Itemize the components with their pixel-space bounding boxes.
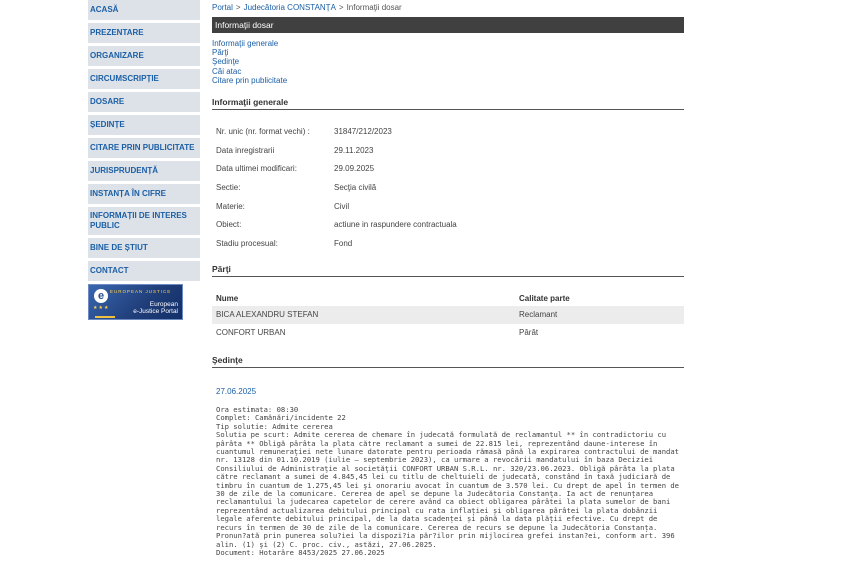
ejustice-brand-text (133, 301, 178, 315)
sedinta-date: 27.06.2025 (216, 387, 257, 396)
sedinta-document: Document: Hotarâre 8453/2025 27.06.2025 (216, 547, 385, 557)
party-role: Reclamant (519, 310, 558, 319)
anchor-citare-publicitate[interactable]: Citare prin publicitate (212, 75, 288, 85)
breadcrumb (212, 3, 402, 12)
breadcrumb-portal-link[interactable]: Portal (212, 3, 233, 12)
sidebar-item-bine-de-stiut[interactable]: BINE DE ȘTIUT (88, 238, 200, 258)
sedinta-tip-solutie: Tip solutie: Admite cererea (216, 421, 333, 431)
info-value: 31847/212/2023 (334, 127, 392, 136)
anchor-parti[interactable]: Părţi (212, 48, 229, 58)
section-title-informatii-generale: Informaţii generale (212, 97, 684, 110)
sidebar-item-citare[interactable]: CITARE PRIN PUBLICITATE (88, 138, 200, 158)
sidebar-item-informatii-interes-public[interactable]: INFORMAȚII DE INTERES PUBLIC (88, 207, 200, 235)
info-value: Fond (334, 239, 353, 248)
sidebar-item-dosare[interactable]: DOSARE (88, 92, 200, 112)
column-header-calitate: Calitate parte (519, 294, 570, 303)
breadcrumb-separator: > (235, 3, 241, 12)
party-role: Pârât (519, 328, 539, 337)
breadcrumb-court-link[interactable]: Judecătoria CONSTANȚA (243, 3, 336, 12)
sedinta-complet: Complet: Camănări/incidente 22 (216, 413, 346, 423)
party-name: BICA ALEXANDRU STEFAN (216, 310, 319, 319)
sidebar-item-acasa[interactable]: ACASĂ (88, 0, 200, 20)
sidebar-item-instanta-in-cifre[interactable]: INSTANȚA ÎN CIFRE (88, 184, 200, 204)
info-label: Stadiu procesual: (216, 239, 278, 248)
sidebar-item-circumscriptie[interactable]: CIRCUMSCRIPȚIE (88, 69, 200, 89)
party-name: CONFORT URBAN (216, 328, 286, 337)
sidebar-item-jurisprudenta[interactable]: JURISPRUDENȚĂ (88, 161, 200, 181)
info-label: Nr. unic (nr. format vechi) : (216, 127, 310, 136)
info-label: Data inregistrarii (216, 146, 275, 155)
info-label: Materie: (216, 202, 245, 211)
ejustice-brand-line2: e-Justice Portal (133, 308, 178, 315)
scale-icon (95, 310, 115, 318)
sidebar-item-sedinte[interactable]: ȘEDINȚE (88, 115, 200, 135)
column-header-nume: Nume (216, 294, 239, 303)
info-value: Civil (334, 202, 350, 211)
anchor-cai-atac[interactable]: Căi atac (212, 66, 242, 76)
breadcrumb-separator: > (338, 3, 344, 12)
sidebar-item-prezentare[interactable]: PREZENTARE (88, 23, 200, 43)
info-label: Sectie: (216, 183, 241, 192)
info-value: 29.09.2025 (334, 164, 375, 173)
anchor-informatii-generale[interactable]: Informaţii generale (212, 39, 279, 48)
section-anchor-links (212, 39, 287, 85)
ejustice-brand-top: EUROPEAN JUSTICE (110, 289, 172, 294)
info-label: Data ultimei modificari: (216, 164, 297, 173)
table-header-row (212, 290, 684, 306)
breadcrumb-current: Informaţii dosar (346, 3, 402, 12)
info-value: 29.11.2023 (334, 146, 374, 155)
parti-table (212, 290, 684, 342)
sidebar-item-organizare[interactable]: ORGANIZARE (88, 46, 200, 66)
sedinta-ora: Ora estimata: 08:30 (216, 405, 299, 414)
ejustice-portal-banner[interactable] (88, 284, 183, 320)
eu-stars-icon: ★★★ (93, 305, 110, 311)
table-row (212, 324, 684, 342)
sidebar-item-contact[interactable]: CONTACT (88, 261, 200, 281)
ejustice-brand-line1: European (149, 301, 178, 308)
sedinta-solutie-pe-scurt: Solutia pe scurt: Admite cererea de chemare în judecată formulată de reclamantul ** în contradictoriu cu pârâta ** Obligă pârâta la plata către reclamant a sumei de 22.815 lei, reprezentând daune-interese în cuantumul remuneraţiei nete lunare datorate pentru perioada rămasă până la expirarea contractului de mandat nr. 13128 din 01.10.2019 (iulie – septembrie 2023), ca urmare a revocării mandatului în baza Deciziei Consiliului de Administraţie al societăţii CONFORT URBAN S.R.L. nr. 320/23.06.2023. Obligă pârâta la plata către reclamant a sumei de 4.845,45 lei cu titlu de cheltuieli de judecată, constând în taxă judiciară de timbru în cuantum de 1.275,45 lei şi onorariu avocat în cuantum de 3.570 lei. Cu drept de apel în termen de 30 de zile de la comunicare. Cererea de apel se depune la Judecătoria Constanţa. Ia act de renunțarea reclamantului la judecarea capetelor de cerere având ca obiect obligarea pârâtei la plata sumelor de bani reprezentând actualizarea debitului principal cu rata inflației și obligarea pârâtei la plata dobânzii legale aferente debitului principal, de la data scadenței și până la data plății efective. Cu drept de recurs în termen de 30 de zile de la comunicare. Cererea de recurs se depune la Judecătoria Constanța. Pronun?ată prin punerea solu?iei la dispozi?ia păr?ilor prin mijlocirea grefei instan?ei, conform art. 396 alin. (1) şi (2) C. proc. civ., astăzi, 27.06.2025. (216, 430, 680, 549)
info-value: actiune in raspundere contractuala (334, 220, 457, 229)
info-value: Secţia civilă (334, 183, 377, 192)
anchor-sedinte[interactable]: Şedinţe (212, 57, 240, 67)
sedinta-details (216, 406, 682, 557)
info-label: Obiect: (216, 220, 242, 229)
table-row (212, 306, 684, 324)
page-title: Informaţii dosar (212, 17, 684, 33)
sidebar-nav (88, 0, 200, 320)
section-title-sedinte: Şedinţe (212, 355, 684, 368)
ejustice-logo-icon: e (94, 289, 108, 303)
section-title-parti: Părţi (212, 264, 684, 277)
